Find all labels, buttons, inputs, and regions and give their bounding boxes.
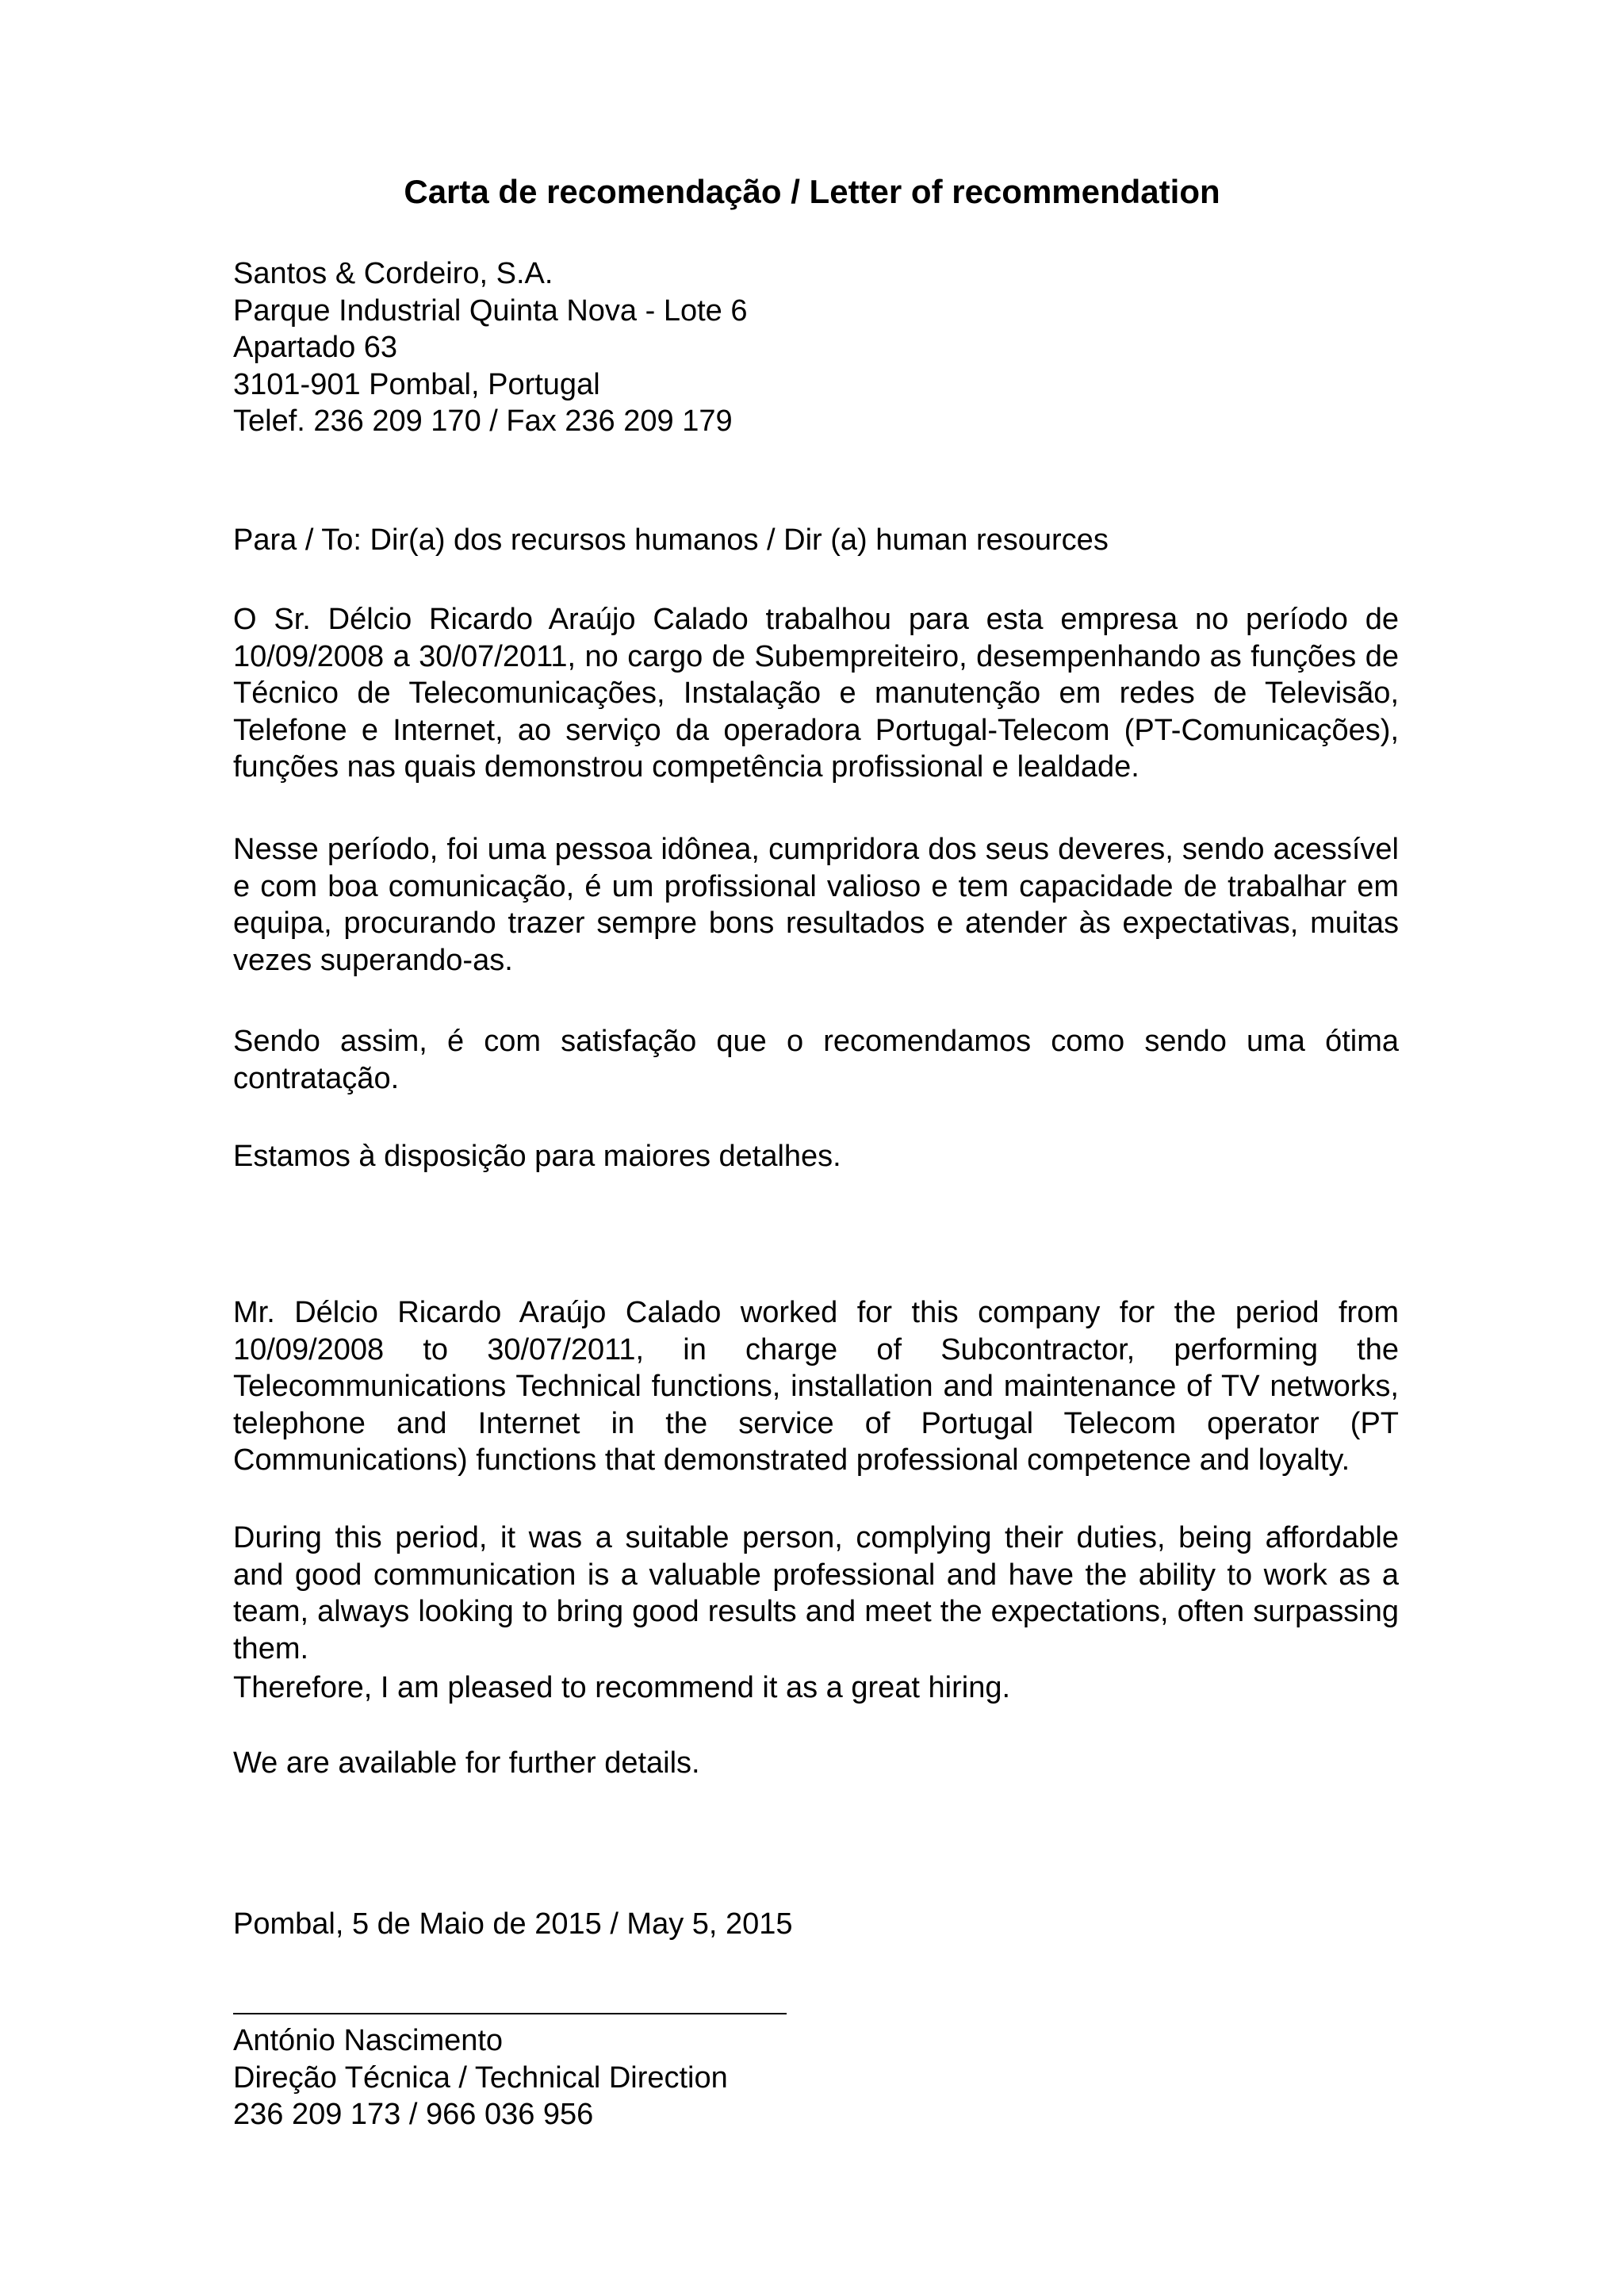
signatory-block xyxy=(233,2022,1399,2133)
company-street: Parque Industrial Quinta Nova - Lote 6 xyxy=(233,293,748,328)
company-name: Santos & Cordeiro, S.A. xyxy=(233,257,553,290)
en-paragraph-1: Mr. Délcio Ricardo Araújo Calado worked for this company for the period from 10/09/2008 to 30/07/2011, in charge of Subcontractor, performing the Telecommunications Technical functions, installation and maintenance of TV networks, telephone and Internet in the service of Portugal Telecom operator (PT Communications) functions that demonstrated professional competence and loyalty. xyxy=(233,1296,1399,1477)
signature-line xyxy=(233,2013,787,2014)
company-phone-fax: Telef. 236 209 170 / Fax 236 209 179 xyxy=(233,404,733,438)
signatory-name: António Nascimento xyxy=(233,2024,504,2057)
company-address xyxy=(233,255,1399,440)
pt-paragraph-1: O Sr. Délcio Ricardo Araújo Calado trabalhou para esta empresa no período de 10/09/2008 a 30/07/2011, no cargo de Subempreiteiro, desempenhando as funções de Técnico de Telecomunicações, Instalação e manutenção em redes de Televisão, Telefone e Internet, ao serviço da operadora Portugal-Telecom (PT-Comunicações), funções nas quais demonstrou competência profissional e lealdade. xyxy=(233,603,1399,784)
pt-paragraph-3: Sendo assim, é com satisfação que o recomendamos como sendo uma ótima contratação. xyxy=(233,1025,1399,1095)
en-paragraph-4: We are available for further details. xyxy=(233,1746,700,1780)
company-city: 3101-901 Pombal, Portugal xyxy=(233,367,600,401)
company-po-box: Apartado 63 xyxy=(233,331,398,364)
recipient-line: Para / To: Dir(a) dos recursos humanos / Dir (a) human resources xyxy=(233,523,1109,557)
en-paragraph-3: Therefore, I am pleased to recommend it as a great hiring. xyxy=(233,1671,1011,1704)
en-paragraph-2: During this period, it was a suitable person, complying their duties, being affordable and good communication is a valuable professional and have the ability to work as a team, always looking to bring good results and meet the expectations, often surpassing them. xyxy=(233,1521,1399,1665)
date-line: Pombal, 5 de Maio de 2015 / May 5, 2015 xyxy=(233,1907,793,1941)
pt-paragraph-4: Estamos à disposição para maiores detalhes. xyxy=(233,1140,841,1173)
signatory-role: Direção Técnica / Technical Direction xyxy=(233,2060,728,2095)
page-title: Carta de recomendação / Letter of recommendation xyxy=(404,173,1220,210)
pt-paragraph-2: Nesse período, foi uma pessoa idônea, cumpridora dos seus deveres, sendo acessível e com boa comunicação, é um profissional valioso e tem capacidade de trabalhar em equipa, procurando trazer sempre bons resultados e atender às expectativas, muitas vezes superando-as. xyxy=(233,833,1399,977)
signatory-phones: 236 209 173 / 966 036 956 xyxy=(233,2098,594,2131)
